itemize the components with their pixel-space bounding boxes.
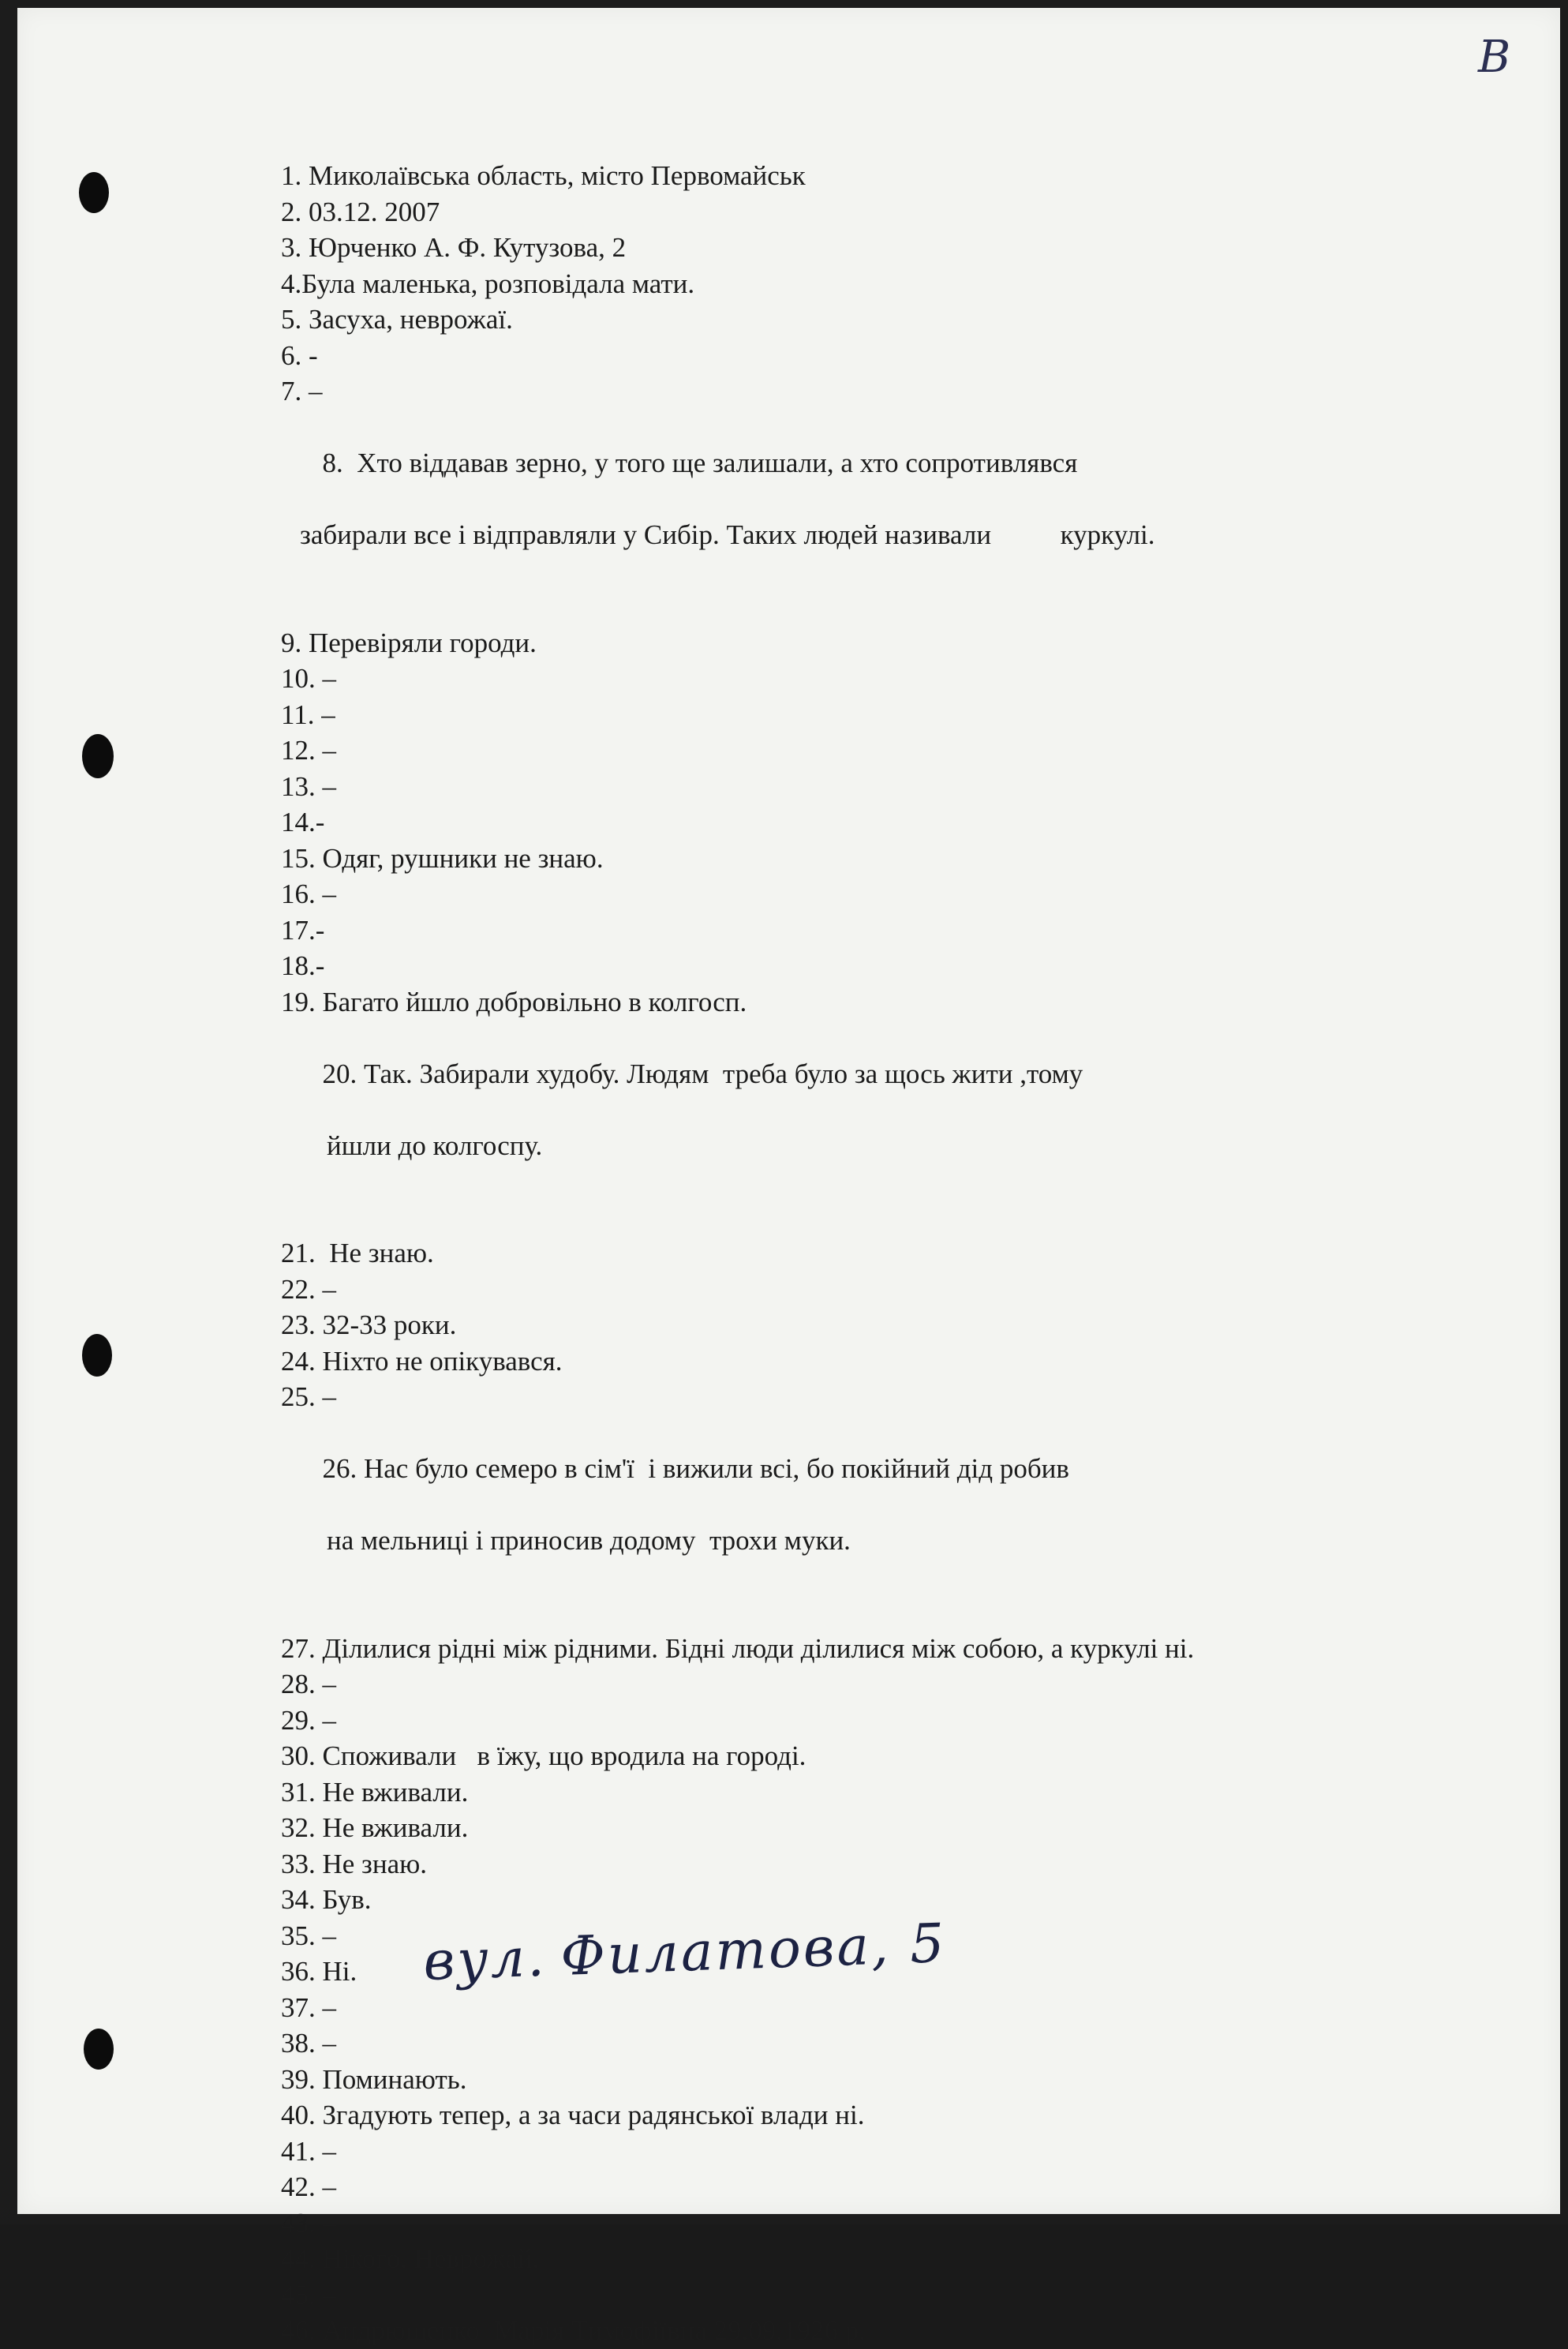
- answer-item: 12. –: [281, 735, 336, 766]
- answer-item: 3. Юрченко А. Ф. Кутузова, 2: [281, 232, 627, 263]
- answer-item: 33. Не знаю.: [281, 1848, 428, 1879]
- answer-item: 22. –: [281, 1273, 336, 1305]
- answer-item: 46. Андрющенко Марія Тимофіївна 29.09.1926 р.: [281, 2315, 866, 2346]
- answer-item: 27. Ділилися рідні між рідними. Бідні люди ділилися між собою, а куркулі ні.: [281, 1632, 1195, 1664]
- answer-item: 9. Перевіряли городи.: [281, 627, 537, 658]
- answer-item: 18.-: [281, 950, 325, 981]
- answer-item: 15. Одяг, рушники не знаю.: [281, 842, 604, 874]
- answer-list: [281, 158, 1194, 2349]
- answer-item: 30. Споживали в їжу, що вродила на городі.: [281, 1740, 806, 1771]
- answer-item: 37. –: [281, 1991, 336, 2023]
- answer-item: 40. Згадують тепер, а за часи радянської влади ні.: [281, 2100, 865, 2130]
- answer-item: 42. –: [281, 2171, 336, 2202]
- answer-item: 7. –: [281, 376, 323, 406]
- answer-item: 11. –: [281, 699, 335, 730]
- answer-item: 4.Була маленька, розповідала мати.: [281, 268, 695, 299]
- answer-item: 10. –: [281, 663, 336, 694]
- answer-item: 24. Ніхто не опікувався.: [281, 1345, 563, 1377]
- answer-item: 14.-: [281, 807, 325, 837]
- answer-continuation: забирали все і відправляли у Сибір. Таких людей називали куркулі.: [300, 519, 1155, 550]
- answer-item: 35. –: [281, 1920, 336, 1951]
- answer-line: 20. Так. Забирали худобу. Людям треба було за щось жити ,тому: [322, 1058, 1083, 1089]
- answer-continuation: на мельниці і приносив додому трохи муки.: [327, 1525, 851, 1556]
- answer-item: 41. –: [281, 2135, 336, 2167]
- punch-hole: [84, 2029, 114, 2070]
- answer-item: 17.-: [281, 914, 325, 946]
- answer-item: [281, 1020, 1194, 1235]
- punch-hole: [82, 734, 114, 778]
- answer-item: 36. Ні.: [281, 1956, 357, 1987]
- answer-item: 6. -: [281, 339, 318, 371]
- answer-item: 43. –: [281, 2207, 336, 2238]
- punch-hole: [79, 172, 109, 213]
- answer-item: [281, 1415, 1194, 1631]
- answer-item: 16. –: [281, 879, 336, 909]
- answer-item: 39. Поминають.: [281, 2063, 467, 2095]
- answer-line: 26. Нас було семеро в сім'ї і вижили всі, бо покійний дід робив: [322, 1453, 1069, 1484]
- punch-hole: [82, 1334, 112, 1377]
- answer-continuation: йшли до колгоспу.: [327, 1130, 543, 1161]
- handwritten-street: Филатова, 5: [559, 1912, 948, 1988]
- answer-line: 8. Хто віддавав зерно, у того ще залишали, а хто сопротивлявся: [322, 448, 1078, 478]
- answer-item: 32. Не вживали.: [281, 1812, 469, 1843]
- answer-item: 2. 03.12. 2007: [281, 196, 440, 227]
- answer-item: 13. –: [281, 770, 336, 802]
- handwritten-street-prefix: вул.: [422, 1926, 548, 1993]
- answer-item: 25. –: [281, 1381, 336, 1412]
- answer-item: 31. Не вживали.: [281, 1776, 469, 1808]
- answer-item: 38. –: [281, 2028, 336, 2059]
- answer-item: 29. –: [281, 1704, 336, 1736]
- answer-item: 23. 32-33 роки.: [281, 1309, 457, 1340]
- corner-page-mark: B: [1478, 32, 1511, 83]
- answer-item: 45. –: [281, 2279, 336, 2310]
- answer-item: 1. Миколаївська область, місто Первомайськ: [281, 160, 806, 191]
- answer-item: 28. –: [281, 1669, 336, 1699]
- answer-item: 34. Був.: [281, 1884, 372, 1915]
- answer-item: 44. Нікого. Неврожай.: [281, 2243, 540, 2274]
- answer-item: [281, 410, 1194, 625]
- answer-item: 21. Не знаю.: [281, 1238, 434, 1268]
- answer-item: 19. Багато йшло добровільно в колгосп.: [281, 986, 747, 1017]
- answer-item: 5. Засуха, неврожаї.: [281, 304, 513, 335]
